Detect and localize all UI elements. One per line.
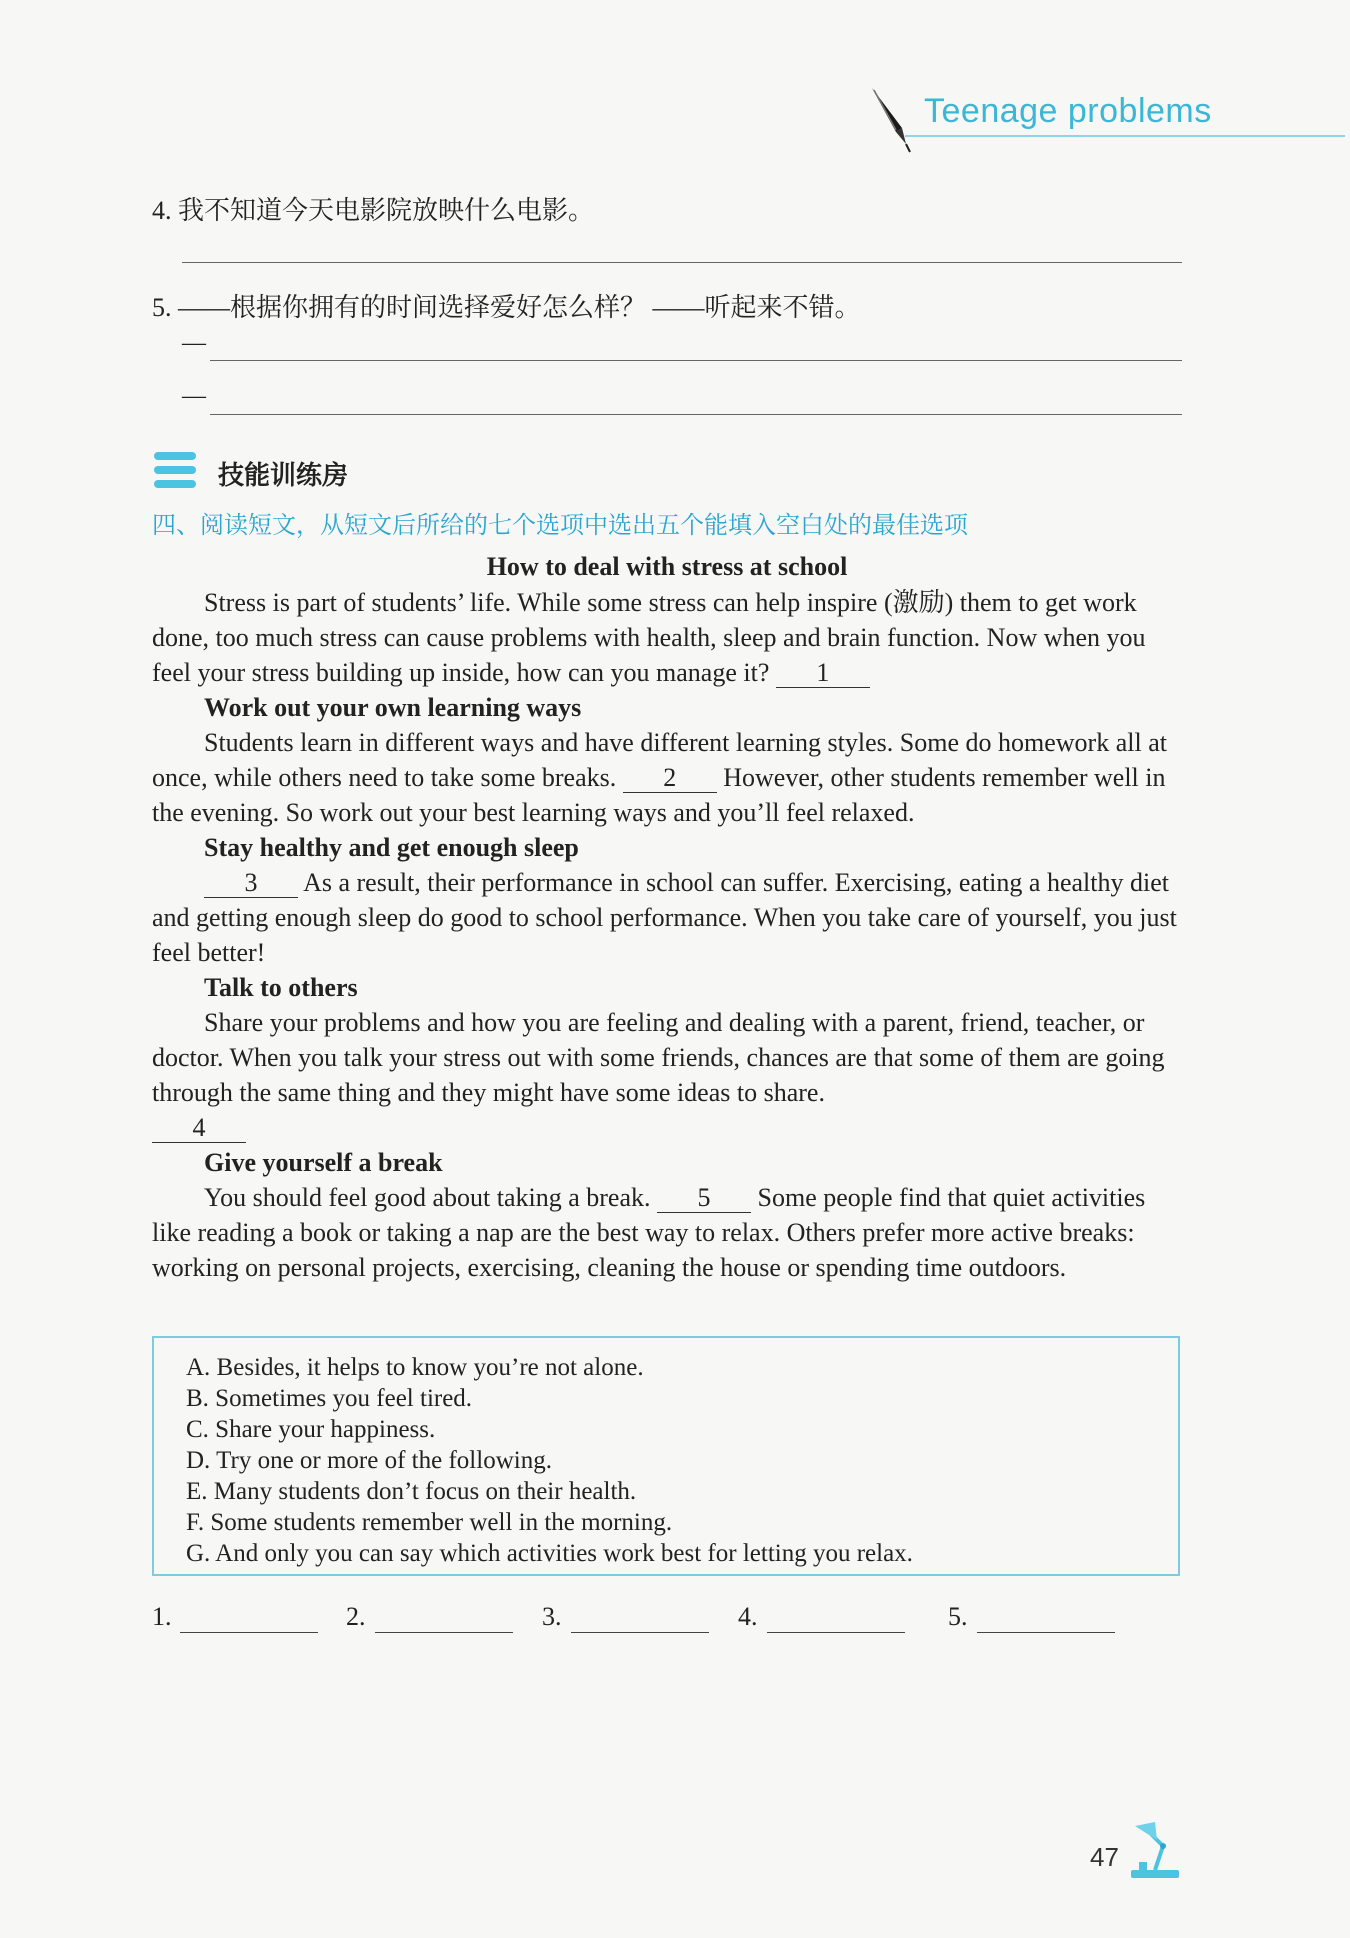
paragraph-4: Share your problems and how you are feeling and dealing with a parent, friend, teacher, or doctor. When you talk your stress out with some friends, chances are that some of them are going through the same thing and they might have some ideas to share. xyxy=(152,1008,1165,1107)
page-header-title: Teenage problems xyxy=(924,92,1212,130)
answer-blank-3[interactable] xyxy=(571,1632,709,1633)
option-a: A. Besides, it helps to know you’re not alone. xyxy=(186,1354,644,1381)
answer-label-1: 1. xyxy=(152,1602,172,1631)
answer-blank-5[interactable] xyxy=(977,1632,1115,1633)
answer-blank-4[interactable] xyxy=(767,1632,905,1633)
desk-lamp-icon xyxy=(1125,1818,1185,1880)
paragraph-3: 3 As a result, their performance in school can suffer. Exercising, eating a healthy diet and getting enough sleep do good to school performance. When you take care of yourself, you just feel better! xyxy=(152,868,1177,967)
pen-nib-icon xyxy=(866,84,912,154)
option-e: E. Many students don’t focus on their health. xyxy=(186,1478,637,1505)
paragraph-2: Students learn in different ways and have different learning styles. Some do homework all at once, while others need to take some breaks. 2 However, other students remember well in the evening. So work out your best learning ways and you’ll feel relaxed. xyxy=(152,728,1167,827)
answer-line-q5-b[interactable] xyxy=(210,414,1182,415)
subheading-give-break: Give yourself a break xyxy=(204,1148,443,1177)
answer-label-5: 5. xyxy=(948,1602,968,1631)
exercise-instruction: 四、阅读短文，从短文后所给的七个选项中选出五个能填入空白处的最佳选项 xyxy=(152,511,968,539)
dialogue-dash: — xyxy=(182,330,206,356)
paragraph-5: You should feel good about taking a break. 5 Some people find that quiet activities like reading a book or taking a nap are the best way to relax. Others prefer more active breaks: working on personal projects, exercising, cleaning the house or spending time outdoors. xyxy=(152,1183,1146,1282)
options-box xyxy=(152,1336,1180,1576)
subheading-talk-to-others: Talk to others xyxy=(204,973,358,1002)
header-divider xyxy=(905,135,1345,137)
answer-label-2: 2. xyxy=(346,1602,366,1631)
translation-question-5: 5. ——根据你拥有的时间选择爱好怎么样？ ——听起来不错。 xyxy=(152,293,861,322)
option-g: G. And only you can say which activities work best for letting you relax. xyxy=(186,1540,913,1567)
article-title: How to deal with stress at school xyxy=(486,552,848,581)
paragraph-1: Stress is part of students’ life. While some stress can help inspire (激励) them to get work done, too much stress can cause problems with health, sleep and brain function. Now when you feel your stress building up inside, how can you manage it? 1 xyxy=(152,588,1146,687)
subheading-learning-ways: Work out your own learning ways xyxy=(204,693,582,722)
gap-2[interactable]: 2 xyxy=(623,764,717,793)
gap-5[interactable]: 5 xyxy=(657,1184,751,1213)
translation-question-4: 4. 我不知道今天电影院放映什么电影。 xyxy=(152,196,595,225)
answer-label-4: 4. xyxy=(738,1602,758,1631)
option-b: B. Sometimes you feel tired. xyxy=(186,1385,473,1412)
dialogue-dash: — xyxy=(182,383,206,409)
option-c: C. Share your happiness. xyxy=(186,1416,436,1443)
section-title: 技能训练房 xyxy=(218,461,349,491)
answer-blank-2[interactable] xyxy=(375,1632,513,1633)
answer-label-3: 3. xyxy=(542,1602,562,1631)
option-f: F. Some students remember well in the morning. xyxy=(186,1509,673,1536)
option-d: D. Try one or more of the following. xyxy=(186,1447,552,1474)
gap-3[interactable]: 3 xyxy=(204,869,298,898)
page-number: 47 xyxy=(1090,1842,1119,1872)
stacked-bars-icon xyxy=(152,450,198,490)
subheading-stay-healthy: Stay healthy and get enough sleep xyxy=(204,833,579,862)
answer-line-q5-a[interactable] xyxy=(210,360,1182,361)
gap-4[interactable]: 4 xyxy=(152,1114,246,1143)
answer-line-q4[interactable] xyxy=(182,262,1182,263)
answer-blank-1[interactable] xyxy=(180,1632,318,1633)
gap-1[interactable]: 1 xyxy=(776,659,870,688)
